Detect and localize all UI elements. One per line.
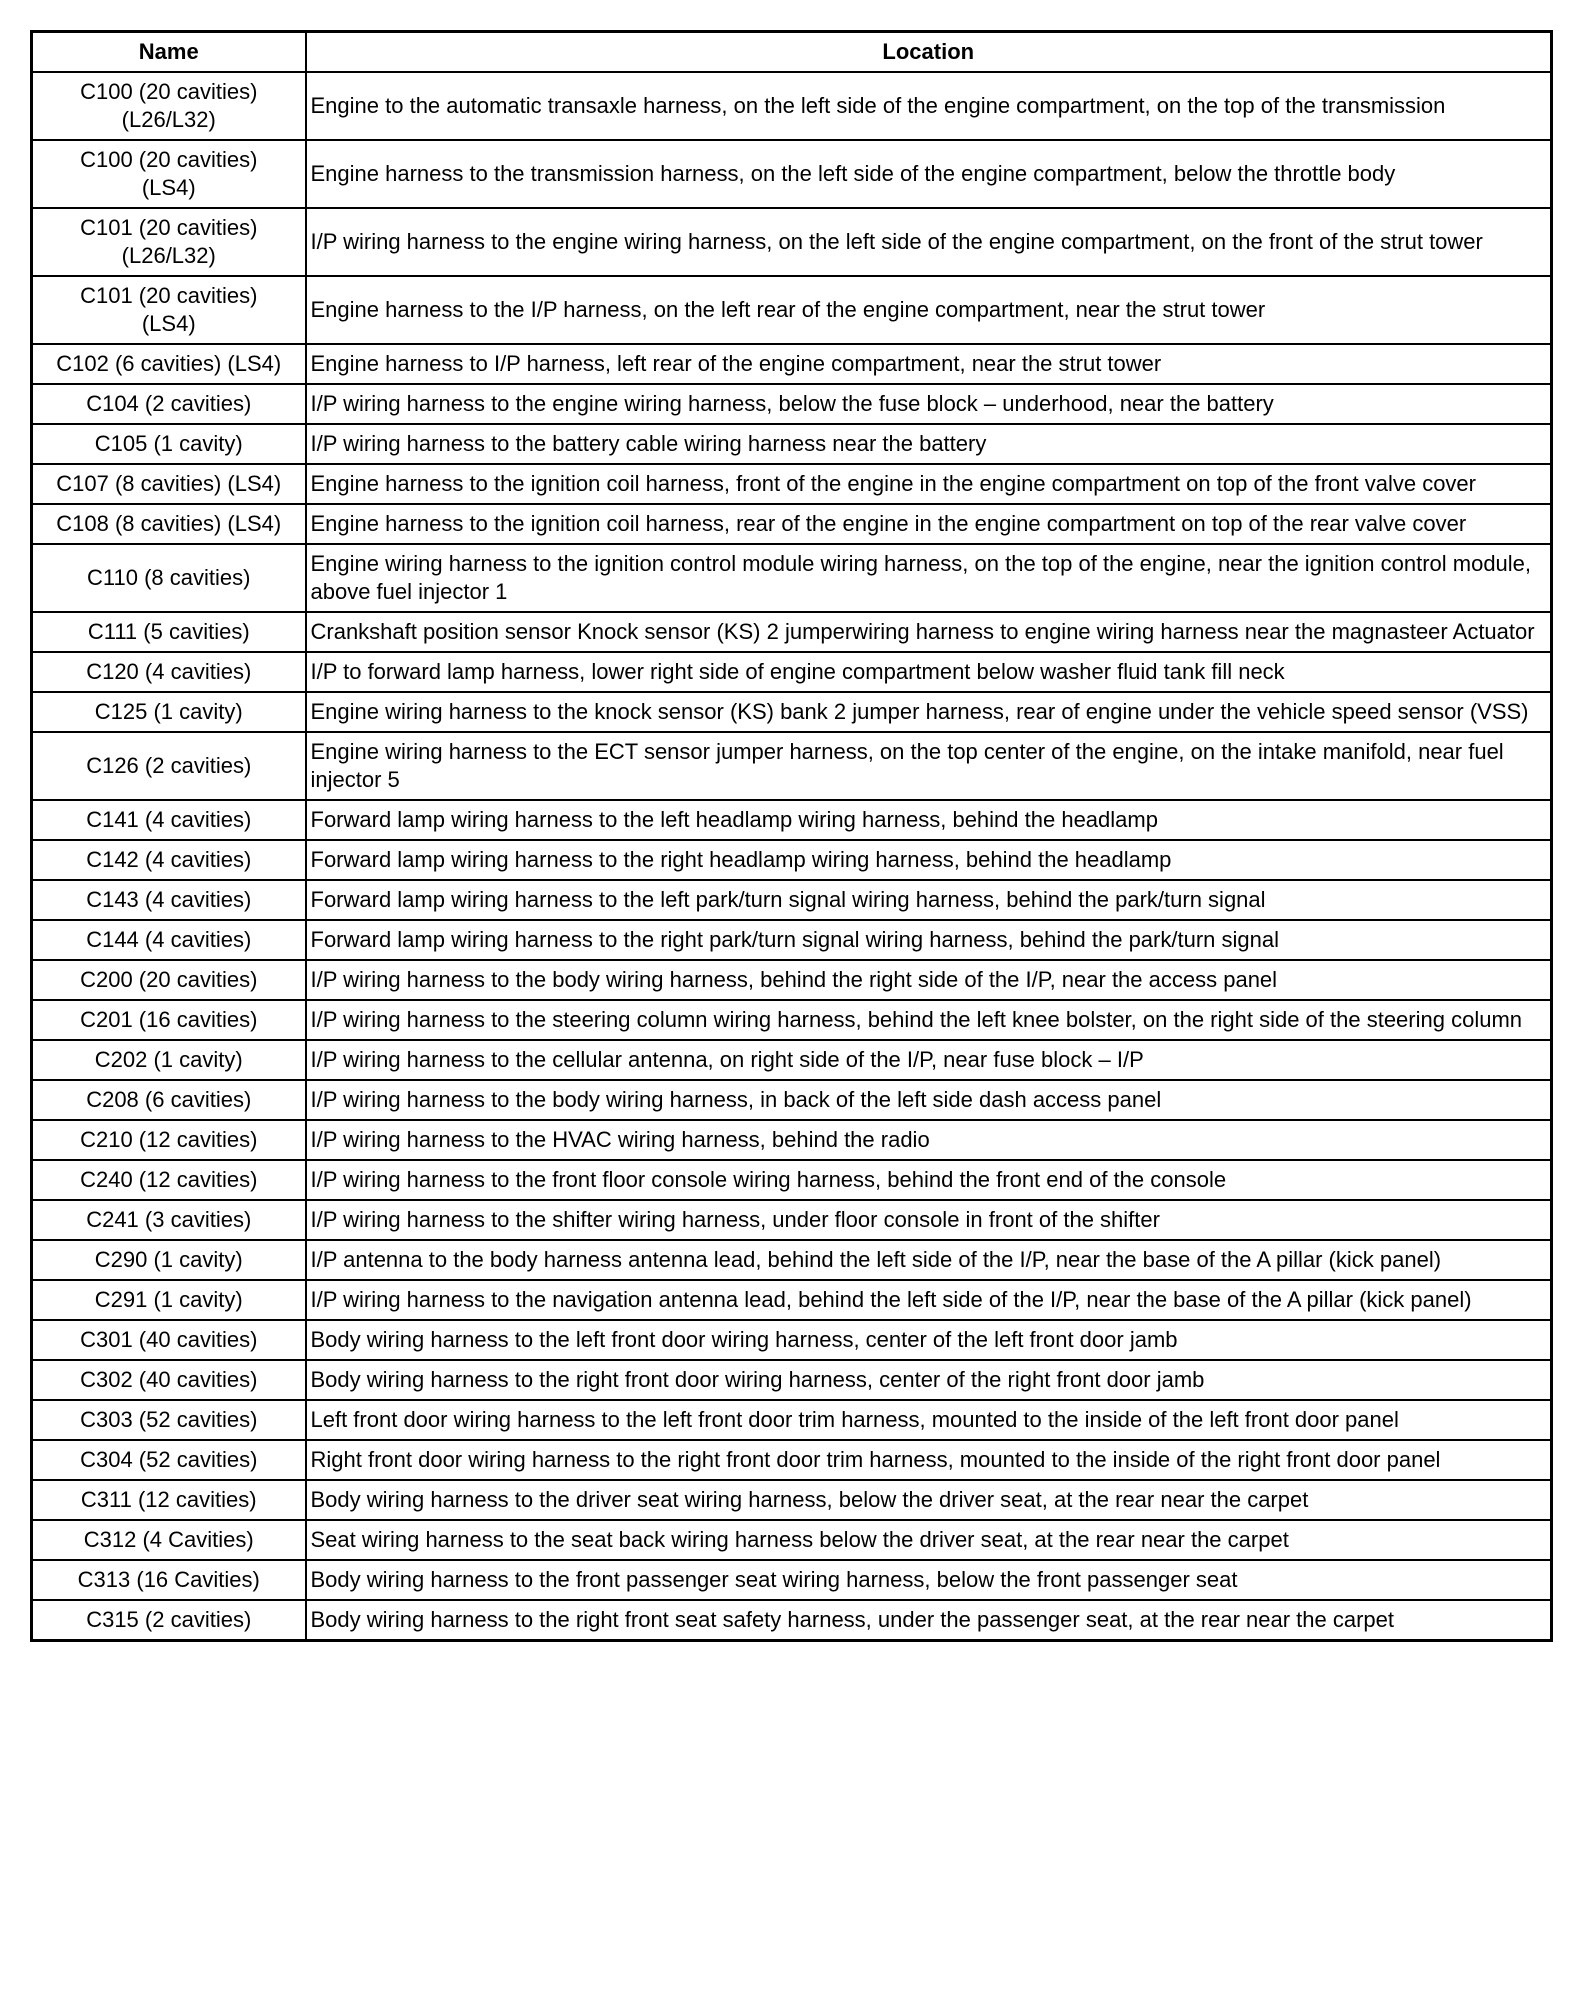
table-row	[32, 652, 1552, 692]
connector-location-cell: Engine harness to the transmission harness, on the left side of the engine compartment, below the throttle body	[306, 140, 1552, 208]
connector-name-cell: C104 (2 cavities)	[32, 384, 306, 424]
connector-location-cell: I/P wiring harness to the cellular antenna, on right side of the I/P, near fuse block – I/P	[306, 1040, 1552, 1080]
table-row	[32, 1160, 1552, 1200]
column-header-location: Location	[306, 32, 1552, 73]
connector-name-cell: C312 (4 Cavities)	[32, 1520, 306, 1560]
connector-name-cell: C311 (12 cavities)	[32, 1480, 306, 1520]
table-row	[32, 1360, 1552, 1400]
connector-name-cell: C142 (4 cavities)	[32, 840, 306, 880]
table-row	[32, 800, 1552, 840]
table-row	[32, 384, 1552, 424]
connector-location-cell: Right front door wiring harness to the right front door trim harness, mounted to the inside of the right front door panel	[306, 1440, 1552, 1480]
connector-location-cell: I/P wiring harness to the HVAC wiring harness, behind the radio	[306, 1120, 1552, 1160]
connector-location-cell: I/P wiring harness to the battery cable wiring harness near the battery	[306, 424, 1552, 464]
connector-location-cell: Body wiring harness to the driver seat wiring harness, below the driver seat, at the rear near the carpet	[306, 1480, 1552, 1520]
connector-location-cell: Body wiring harness to the right front door wiring harness, center of the right front door jamb	[306, 1360, 1552, 1400]
table-row	[32, 1000, 1552, 1040]
connector-name-cell: C303 (52 cavities)	[32, 1400, 306, 1440]
table-row	[32, 1040, 1552, 1080]
connector-location-cell: I/P wiring harness to the body wiring harness, in back of the left side dash access panel	[306, 1080, 1552, 1120]
connector-location-cell: Body wiring harness to the left front door wiring harness, center of the left front door jamb	[306, 1320, 1552, 1360]
connector-location-cell: I/P wiring harness to the shifter wiring harness, under floor console in front of the shifter	[306, 1200, 1552, 1240]
connector-name-cell: C100 (20 cavities) (L26/L32)	[32, 72, 306, 140]
table-row	[32, 1120, 1552, 1160]
table-row	[32, 276, 1552, 344]
connector-name-cell: C241 (3 cavities)	[32, 1200, 306, 1240]
connector-name-cell: C100 (20 cavities) (LS4)	[32, 140, 306, 208]
header-row	[32, 32, 1552, 73]
connector-name-cell: C141 (4 cavities)	[32, 800, 306, 840]
connector-location-cell: Engine wiring harness to the knock sensor (KS) bank 2 jumper harness, rear of engine under the vehicle speed sensor (VSS)	[306, 692, 1552, 732]
connector-location-cell: Engine harness to I/P harness, left rear of the engine compartment, near the strut tower	[306, 344, 1552, 384]
connector-name-cell: C200 (20 cavities)	[32, 960, 306, 1000]
connector-location-cell: Engine wiring harness to the ignition control module wiring harness, on the top of the engine, near the ignition control module, above fuel injector 1	[306, 544, 1552, 612]
connector-name-cell: C291 (1 cavity)	[32, 1280, 306, 1320]
connector-name-cell: C290 (1 cavity)	[32, 1240, 306, 1280]
connector-name-cell: C108 (8 cavities) (LS4)	[32, 504, 306, 544]
table-row	[32, 1280, 1552, 1320]
table-row	[32, 880, 1552, 920]
connector-location-cell: Forward lamp wiring harness to the right headlamp wiring harness, behind the headlamp	[306, 840, 1552, 880]
table-row	[32, 612, 1552, 652]
table-row	[32, 140, 1552, 208]
connector-name-cell: C201 (16 cavities)	[32, 1000, 306, 1040]
table-body	[32, 72, 1552, 1641]
connector-location-cell: Body wiring harness to the right front seat safety harness, under the passenger seat, at the rear near the carpet	[306, 1600, 1552, 1641]
connector-location-table	[30, 30, 1553, 1642]
connector-name-cell: C315 (2 cavities)	[32, 1600, 306, 1641]
connector-name-cell: C208 (6 cavities)	[32, 1080, 306, 1120]
connector-location-cell: I/P wiring harness to the front floor console wiring harness, behind the front end of the console	[306, 1160, 1552, 1200]
table-row	[32, 1520, 1552, 1560]
connector-name-cell: C301 (40 cavities)	[32, 1320, 306, 1360]
table-row	[32, 72, 1552, 140]
table-row	[32, 208, 1552, 276]
table-row	[32, 1560, 1552, 1600]
connector-location-cell: Body wiring harness to the front passenger seat wiring harness, below the front passenger seat	[306, 1560, 1552, 1600]
connector-location-cell: Forward lamp wiring harness to the left headlamp wiring harness, behind the headlamp	[306, 800, 1552, 840]
connector-name-cell: C120 (4 cavities)	[32, 652, 306, 692]
connector-location-cell: I/P wiring harness to the engine wiring harness, below the fuse block – underhood, near the battery	[306, 384, 1552, 424]
connector-name-cell: C105 (1 cavity)	[32, 424, 306, 464]
table-row	[32, 1400, 1552, 1440]
connector-location-cell: I/P wiring harness to the engine wiring harness, on the left side of the engine compartment, on the front of the strut tower	[306, 208, 1552, 276]
table-row	[32, 1440, 1552, 1480]
table-row	[32, 1480, 1552, 1520]
connector-location-cell: Left front door wiring harness to the left front door trim harness, mounted to the inside of the left front door panel	[306, 1400, 1552, 1440]
table-row	[32, 544, 1552, 612]
connector-location-cell: Crankshaft position sensor Knock sensor (KS) 2 jumperwiring harness to engine wiring harness near the magnasteer Actuator	[306, 612, 1552, 652]
connector-location-cell: I/P wiring harness to the steering column wiring harness, behind the left knee bolster, on the right side of the steering column	[306, 1000, 1552, 1040]
connector-name-cell: C102 (6 cavities) (LS4)	[32, 344, 306, 384]
table-row	[32, 1240, 1552, 1280]
connector-location-cell: Engine harness to the I/P harness, on the left rear of the engine compartment, near the strut tower	[306, 276, 1552, 344]
table-row	[32, 920, 1552, 960]
connector-location-cell: Forward lamp wiring harness to the right park/turn signal wiring harness, behind the park/turn signal	[306, 920, 1552, 960]
connector-location-cell: I/P wiring harness to the body wiring harness, behind the right side of the I/P, near the access panel	[306, 960, 1552, 1000]
table-row	[32, 424, 1552, 464]
connector-name-cell: C110 (8 cavities)	[32, 544, 306, 612]
connector-location-cell: I/P wiring harness to the navigation antenna lead, behind the left side of the I/P, near the base of the A pillar (kick panel)	[306, 1280, 1552, 1320]
table-row	[32, 1320, 1552, 1360]
column-header-name: Name	[32, 32, 306, 73]
connector-location-cell: Engine harness to the ignition coil harness, front of the engine in the engine compartment on top of the front valve cover	[306, 464, 1552, 504]
table-row	[32, 1600, 1552, 1641]
connector-location-cell: Seat wiring harness to the seat back wiring harness below the driver seat, at the rear near the carpet	[306, 1520, 1552, 1560]
connector-location-cell: I/P antenna to the body harness antenna lead, behind the left side of the I/P, near the base of the A pillar (kick panel)	[306, 1240, 1552, 1280]
connector-name-cell: C101 (20 cavities) (LS4)	[32, 276, 306, 344]
connector-location-cell: Engine harness to the ignition coil harness, rear of the engine in the engine compartment on top of the rear valve cover	[306, 504, 1552, 544]
table-row	[32, 840, 1552, 880]
table-row	[32, 344, 1552, 384]
table-row	[32, 732, 1552, 800]
table-row	[32, 960, 1552, 1000]
connector-location-cell: I/P to forward lamp harness, lower right side of engine compartment below washer fluid tank fill neck	[306, 652, 1552, 692]
connector-name-cell: C143 (4 cavities)	[32, 880, 306, 920]
table-row	[32, 464, 1552, 504]
connector-location-cell: Engine wiring harness to the ECT sensor jumper harness, on the top center of the engine, on the intake manifold, near fuel injector 5	[306, 732, 1552, 800]
connector-name-cell: C107 (8 cavities) (LS4)	[32, 464, 306, 504]
connector-name-cell: C210 (12 cavities)	[32, 1120, 306, 1160]
table-row	[32, 692, 1552, 732]
connector-name-cell: C101 (20 cavities) (L26/L32)	[32, 208, 306, 276]
table-row	[32, 1080, 1552, 1120]
table-row	[32, 1200, 1552, 1240]
connector-name-cell: C126 (2 cavities)	[32, 732, 306, 800]
connector-name-cell: C304 (52 cavities)	[32, 1440, 306, 1480]
connector-name-cell: C111 (5 cavities)	[32, 612, 306, 652]
connector-location-cell: Forward lamp wiring harness to the left park/turn signal wiring harness, behind the park/turn signal	[306, 880, 1552, 920]
connector-name-cell: C313 (16 Cavities)	[32, 1560, 306, 1600]
table-row	[32, 504, 1552, 544]
connector-name-cell: C202 (1 cavity)	[32, 1040, 306, 1080]
connector-name-cell: C125 (1 cavity)	[32, 692, 306, 732]
connector-name-cell: C302 (40 cavities)	[32, 1360, 306, 1400]
connector-name-cell: C144 (4 cavities)	[32, 920, 306, 960]
connector-name-cell: C240 (12 cavities)	[32, 1160, 306, 1200]
connector-location-cell: Engine to the automatic transaxle harness, on the left side of the engine compartment, on the top of the transmission	[306, 72, 1552, 140]
